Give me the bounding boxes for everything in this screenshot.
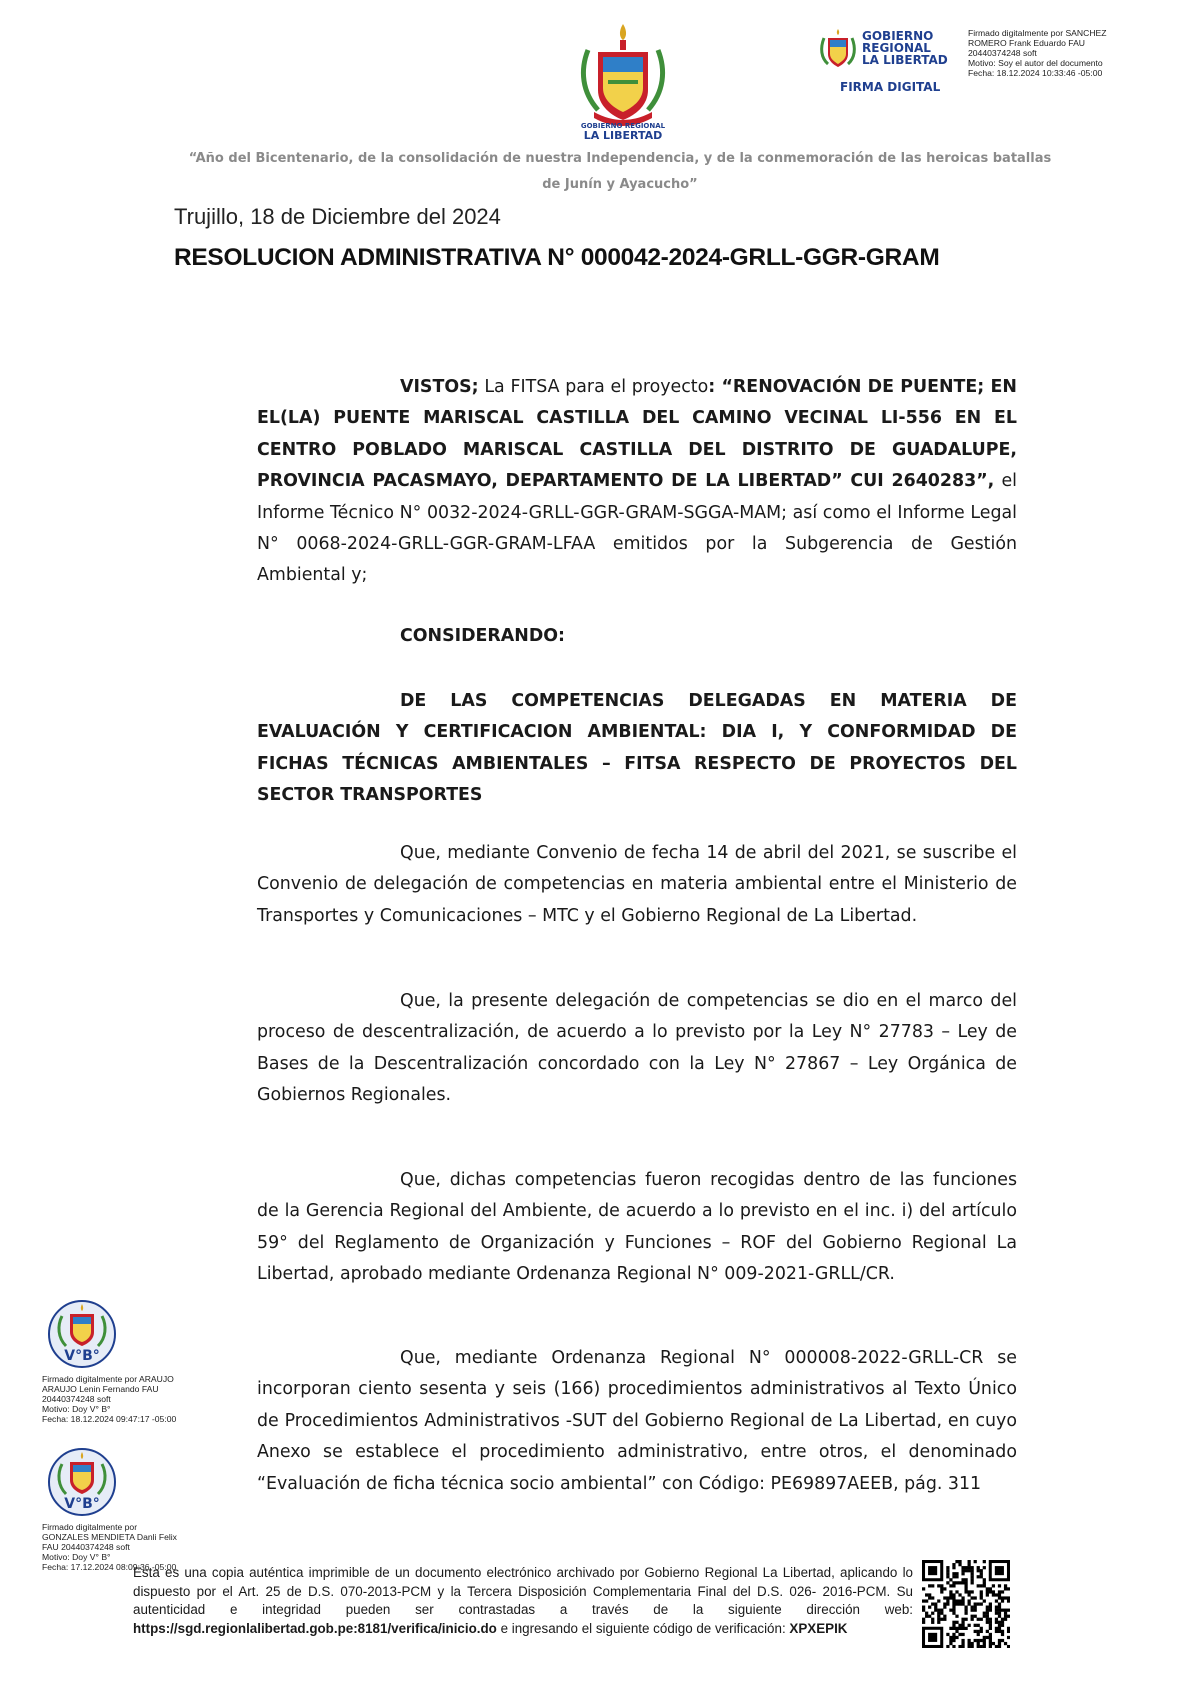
vobo-seal-icon (46, 1446, 118, 1522)
top-signature-info (968, 28, 1178, 78)
paragraph (257, 986, 1017, 1112)
firma-digital-badge (818, 26, 968, 100)
paragraph (257, 1165, 1017, 1291)
considerando-heading: CONSIDERANDO: (400, 626, 565, 646)
section-heading (257, 686, 1017, 812)
signature-line: 20440374248 soft (968, 48, 1037, 58)
mini-crest-icon (818, 28, 858, 72)
vistos-paragraph (257, 372, 1017, 592)
crest-caption-small: GOBIERNO REGIONAL (580, 122, 666, 130)
signature-line: Motivo: Soy el autor del documento (968, 58, 1103, 68)
verification-link[interactable]: https://sgd.regionlalibertad.gob.pe:8181/verifica/inicio.do (133, 1620, 497, 1636)
stamp-line: Firmado digitalmente por ARAUJO (42, 1374, 174, 1384)
stamp-line: ARAUJO Lenin Fernando FAU (42, 1384, 159, 1394)
firma-logo-line1: GOBIERNO (862, 29, 934, 43)
paragraph-text: Que, mediante Ordenanza Regional N° 000008-2022-GRLL-CR se incorporan ciento sesenta y seis (166) procedimientos administrativos al Texto Único de Procedimientos Administrativos -SUT del Gobierno Regional de La Libertad, en cuyo Anexo se establece el procedimiento administrativo, entre otros, el denominado “Evaluación de ficha técnica socio ambiental” con Código: PE69897AEEB, pág. 311 (257, 1348, 1017, 1494)
vobo-seal-icon (46, 1298, 118, 1374)
stamp-line: 20440374248 soft (42, 1394, 111, 1404)
section-heading-text: DE LAS COMPETENCIAS DELEGADAS EN MATERIA DE EVALUACIÓN Y CERTIFICACION AMBIENTAL: DIA I, Y CONFORMIDAD DE FICHAS TÉCNICAS AMBIENTALES – FITSA RESPECTO DE PROYECTOS DEL SECTOR TRANSPORTES (257, 691, 1017, 806)
authenticity-text-2: e ingresando el siguiente código de verificación: (496, 1620, 790, 1636)
paragraph-text: Que, dichas competencias fueron recogidas dentro de las funciones de la Gerencia Regional del Ambiente, de acuerdo a lo previsto en el inc. i) del artículo 59° del Reglamento de Organización y Funciones – ROF del Gobierno Regional La Libertad, aprobado mediante Ordenanza Regional N° 009-2021-GRLL/CR. (257, 1170, 1017, 1285)
vobo-label: V°B° (64, 1348, 100, 1364)
firma-logo-text (862, 30, 948, 66)
stamp-line: FAU 20440374248 soft (42, 1542, 130, 1552)
paragraph-text: Que, la presente delegación de competencias se dio en el marco del proceso de descentralización, de acuerdo a lo previsto por la Ley N° 27783 – Ley de Bases de la Descentralización concordado con la Ley N° 27867 – Ley Orgánica de Gobiernos Regionales. (257, 991, 1017, 1106)
vistos-label: VISTOS; (400, 377, 479, 397)
vobo-stamp (24, 1298, 177, 1438)
stamp-line: Fecha: 17.12.2024 08:09:36 -05:00 (42, 1562, 177, 1572)
stamp-line: GONZALES MENDIETA Danli Felix (42, 1532, 177, 1542)
verification-code: XPXEPIK (789, 1620, 848, 1636)
year-motto: “Año del Bicentenario, de la consolidación de nuestra Independencia, y de la conmemoración de las heroicas batallas de Junín y Ayacucho” (188, 151, 1052, 192)
signature-line: Firmado digitalmente por SANCHEZ (968, 28, 1107, 38)
project-name: : “RENOVACIÓN DE PUENTE; EN EL(LA) PUENTE MARISCAL CASTILLA DEL CAMINO VECINAL LI-556 EN EL CENTRO POBLADO MARISCAL CASTILLA DEL DISTRITO DE GUADALUPE, PROVINCIA PACASMAYO, DEPARTAMENTO DE LA LIBERTAD” CUI 2640283”, (257, 377, 1017, 492)
paragraph (257, 838, 1017, 932)
paragraph (257, 1343, 1017, 1500)
stamp-signature-info (42, 1374, 212, 1424)
paragraph-text: Que, mediante Convenio de fecha 14 de abril del 2021, se suscribe el Convenio de delegación de competencias en materia ambiental entre el Ministerio de Transportes y Comunicaciones – MTC y el Gobierno Regional de La Libertad. (257, 843, 1017, 926)
qr-code-icon (922, 1560, 1010, 1648)
stamp-line: Fecha: 18.12.2024 09:47:17 -05:00 (42, 1414, 177, 1424)
authenticity-text: Esta es una copia auténtica imprimible de un documento electrónico archivado por Gobierno Regional La Libertad, aplicando lo dispuesto por el Art. 25 de D.S. 070-2013-PCM y la Tercera Disposición Complementaria Final del D.S. 026- 2016-PCM. Su autenticidad e integridad pueden ser contrastadas a través de la siguiente dirección web: (133, 1565, 913, 1618)
resolution-title: RESOLUCION ADMINISTRATIVA N° 000042-2024-GRLL-GGR-GRAM (174, 244, 940, 271)
vobo-stamp (24, 1446, 177, 1576)
crest-caption-large: LA LIBERTAD (583, 129, 663, 142)
firma-digital-label: FIRMA DIGITAL (840, 80, 941, 94)
vobo-label: V°B° (64, 1496, 100, 1512)
vistos-intro: La FITSA para el proyecto (478, 377, 709, 397)
city-date: Trujillo, 18 de Diciembre del 2024 (174, 204, 501, 229)
vistos-rest: el Informe Técnico N° 0032-2024-GRLL-GGR-GRAM-SGGA-MAM; así como el Informe Legal N° 0068-2024-GRLL-GGR-GRAM-LFAA emitidos por la Subgerencia de Gestión Ambiental y; (257, 471, 1017, 586)
signature-line: ROMERO Frank Eduardo FAU (968, 38, 1086, 48)
stamp-line: Motivo: Doy V° B° (42, 1404, 111, 1414)
stamp-line: Firmado digitalmente por (42, 1522, 138, 1532)
firma-logo-line3: LA LIBERTAD (862, 53, 948, 67)
stamp-line: Motivo: Doy V° B° (42, 1552, 111, 1562)
signature-line: Fecha: 18.12.2024 10:33:46 -05:00 (968, 68, 1103, 78)
regional-crest-logo (568, 20, 678, 145)
authenticity-note (133, 1564, 913, 1638)
firma-logo-line2: REGIONAL (862, 41, 931, 55)
